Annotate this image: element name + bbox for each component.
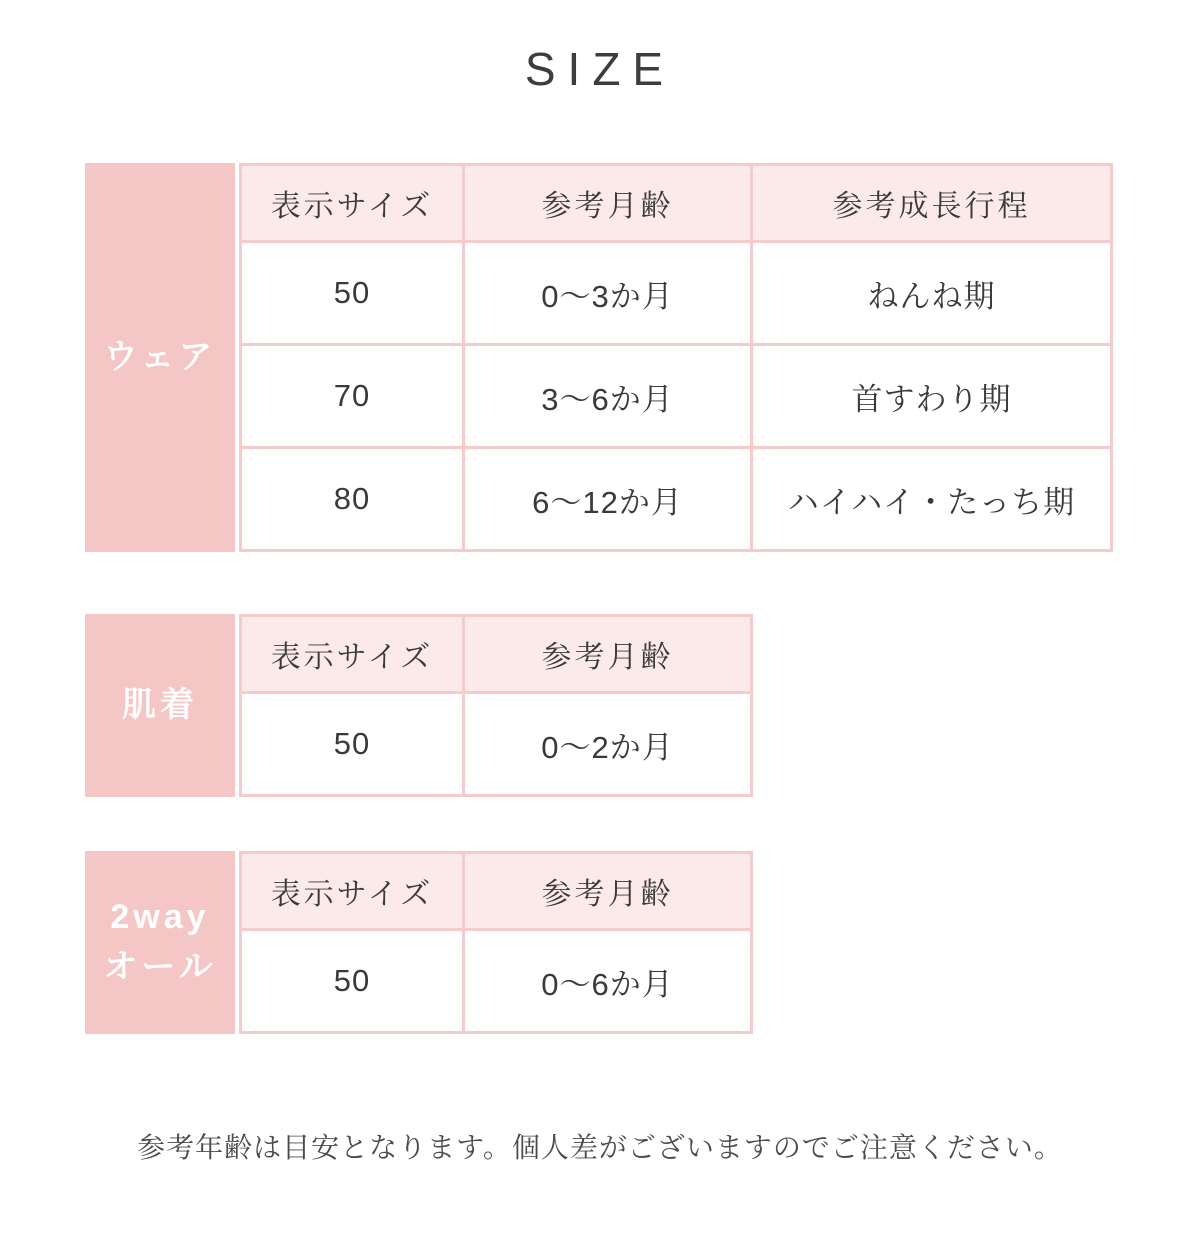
size-table-block-wear (85, 163, 1200, 552)
category-label-text-line1: 2way (110, 898, 210, 937)
column-header-size: 表示サイズ (241, 853, 464, 930)
header-row (241, 616, 752, 693)
column-header-size: 表示サイズ (241, 616, 464, 693)
category-label-text-line2: オール (103, 947, 217, 986)
cell-age: 0〜2か月 (464, 693, 752, 796)
page-title: SIZE (524, 43, 676, 95)
cell-age: 0〜3か月 (464, 242, 752, 345)
column-header-age: 参考月齢 (464, 853, 752, 930)
column-header-size: 表示サイズ (241, 165, 464, 242)
category-label-2way (85, 851, 235, 1034)
cell-stage: 首すわり期 (752, 345, 1112, 448)
column-header-age: 参考月齢 (464, 616, 752, 693)
header-row (241, 853, 752, 930)
cell-size: 70 (241, 345, 464, 448)
cell-stage: ねんね期 (752, 242, 1112, 345)
category-label-underwear (85, 614, 235, 797)
category-label-text: ウェア (103, 337, 217, 376)
category-label-wear (85, 163, 235, 552)
underwear-size-table (239, 614, 753, 797)
table-row (241, 930, 752, 1033)
header-row (241, 165, 1112, 242)
column-header-age: 参考月齢 (464, 165, 752, 242)
2way-size-table (239, 851, 753, 1034)
cell-age: 3〜6か月 (464, 345, 752, 448)
table-row (241, 345, 1112, 448)
table-row (241, 242, 1112, 345)
table-row (241, 448, 1112, 551)
column-header-stage: 参考成長行程 (752, 165, 1112, 242)
table-row (241, 693, 752, 796)
cell-size: 50 (241, 930, 464, 1033)
wear-size-table (239, 163, 1113, 552)
footnote-text: 参考年齢は目安となります。個人差がございますのでご注意ください。 (137, 1132, 1063, 1163)
cell-age: 0〜6か月 (464, 930, 752, 1033)
cell-size: 50 (241, 242, 464, 345)
cell-size: 50 (241, 693, 464, 796)
cell-age: 6〜12か月 (464, 448, 752, 551)
cell-size: 80 (241, 448, 464, 551)
size-table-block-underwear (85, 614, 1200, 797)
size-table-block-2way (85, 851, 1200, 1034)
cell-stage: ハイハイ・たっち期 (752, 448, 1112, 551)
category-label-text: 肌着 (122, 685, 198, 724)
